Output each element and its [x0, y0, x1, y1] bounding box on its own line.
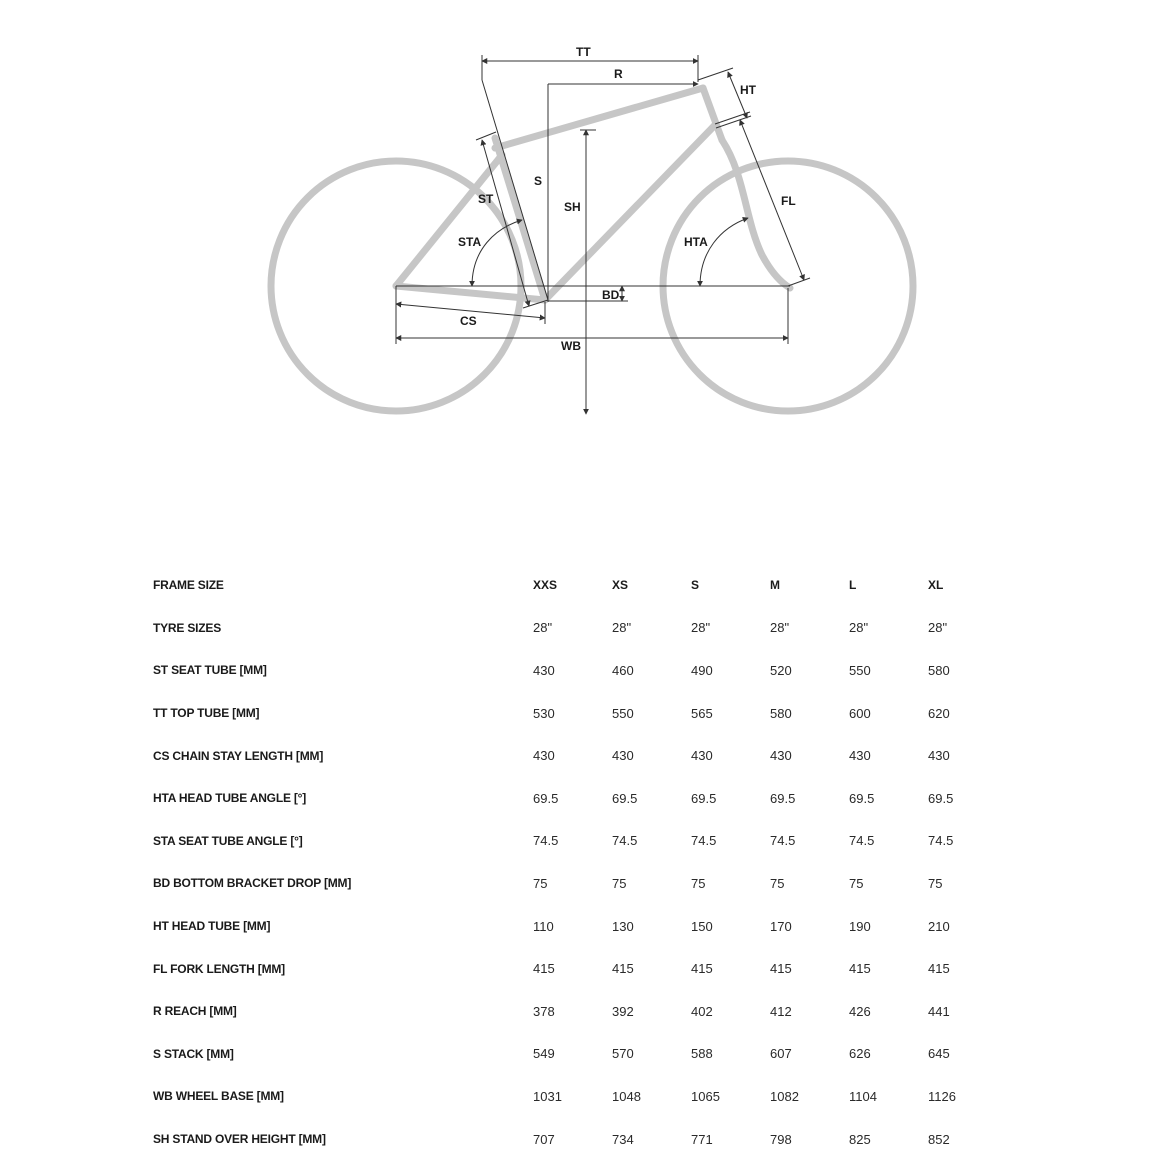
- table-row: [153, 862, 1007, 905]
- row-value: 645: [928, 1046, 950, 1062]
- row-value: 1104: [849, 1088, 877, 1104]
- row-value: 74.5: [928, 833, 954, 849]
- row-value: 190: [849, 918, 871, 934]
- row-value: 415: [849, 961, 871, 977]
- ht-label: HT: [740, 83, 756, 97]
- sh-label: SH: [564, 200, 581, 214]
- size-header: XXS: [533, 578, 558, 593]
- row-value: 852: [928, 1131, 950, 1147]
- row-value: 28": [612, 620, 632, 636]
- row-value: 771: [691, 1131, 713, 1147]
- row-value: 430: [533, 662, 555, 678]
- row-value: 28": [770, 620, 790, 636]
- row-value: 430: [612, 748, 634, 764]
- table-row: [153, 692, 1007, 735]
- row-label: TT TOP TUBE [MM]: [153, 706, 260, 721]
- row-value: 520: [770, 662, 792, 678]
- hta-angle-arc: [700, 218, 748, 286]
- table-body: [153, 607, 1007, 1160]
- table-row: [153, 607, 1007, 650]
- row-value: 415: [533, 961, 555, 977]
- s-label: S: [534, 174, 543, 188]
- row-value: 110: [533, 918, 554, 934]
- table-row: [153, 649, 1007, 692]
- row-value: 580: [770, 705, 792, 721]
- row-value: 549: [533, 1046, 555, 1062]
- row-value: 798: [770, 1131, 792, 1147]
- row-value: 28": [533, 620, 553, 636]
- row-value: 75: [691, 875, 706, 891]
- row-value: 430: [770, 748, 792, 764]
- row-value: 415: [612, 961, 634, 977]
- row-value: 415: [691, 961, 713, 977]
- row-value: 75: [770, 875, 785, 891]
- row-value: 69.5: [928, 790, 954, 806]
- row-label: BD BOTTOM BRACKET DROP [MM]: [153, 876, 352, 891]
- row-value: 392: [612, 1003, 634, 1019]
- row-value: 378: [533, 1003, 555, 1019]
- row-value: 69.5: [849, 790, 875, 806]
- table-row: [153, 734, 1007, 777]
- row-value: 415: [770, 961, 792, 977]
- row-value: 734: [612, 1131, 634, 1147]
- row-value: 530: [533, 705, 555, 721]
- sta-label: STA: [458, 235, 482, 249]
- row-value: 130: [612, 918, 634, 934]
- wb-label: WB: [561, 339, 581, 353]
- row-value: 550: [612, 705, 634, 721]
- row-label: SH STAND OVER HEIGHT [MM]: [153, 1132, 326, 1147]
- hta-label: HTA: [684, 235, 708, 249]
- row-value: 460: [612, 662, 634, 678]
- row-value: 150: [691, 918, 713, 934]
- row-value: 600: [849, 705, 871, 721]
- row-value: 1031: [533, 1088, 562, 1104]
- row-value: 620: [928, 705, 950, 721]
- row-value: 607: [770, 1046, 792, 1062]
- bike-frame: [396, 88, 790, 300]
- table-row: [153, 1075, 1007, 1118]
- table-row: [153, 1033, 1007, 1076]
- r-label: R: [614, 67, 623, 81]
- row-value: 570: [612, 1046, 634, 1062]
- st-label: ST: [478, 192, 494, 206]
- row-value: 69.5: [533, 790, 559, 806]
- frame-size-header: FRAME SIZE: [153, 578, 224, 593]
- geometry-table: [153, 564, 1007, 1160]
- row-value: 74.5: [612, 833, 638, 849]
- table-row: [153, 777, 1007, 820]
- table-row: [153, 820, 1007, 863]
- row-value: 75: [849, 875, 864, 891]
- row-value: 430: [533, 748, 555, 764]
- table-row: [153, 990, 1007, 1033]
- size-header: XS: [612, 578, 629, 593]
- row-value: 490: [691, 662, 713, 678]
- row-value: 1048: [612, 1088, 641, 1104]
- row-label: ST SEAT TUBE [MM]: [153, 663, 267, 678]
- row-label: TYRE SIZES: [153, 620, 222, 635]
- row-label: WB WHEEL BASE [MM]: [153, 1089, 284, 1104]
- table-row: [153, 905, 1007, 948]
- bike-geometry-diagram: [0, 0, 1157, 440]
- row-value: 441: [928, 1003, 950, 1019]
- table-row: [153, 947, 1007, 990]
- size-header: S: [691, 578, 700, 593]
- row-value: 580: [928, 662, 950, 678]
- row-value: 69.5: [691, 790, 717, 806]
- row-value: 210: [928, 918, 950, 934]
- row-value: 28": [928, 620, 948, 636]
- row-value: 74.5: [533, 833, 559, 849]
- row-label: S STACK [MM]: [153, 1046, 234, 1061]
- row-value: 412: [770, 1003, 792, 1019]
- row-value: 430: [849, 748, 871, 764]
- row-value: 74.5: [770, 833, 796, 849]
- row-value: 74.5: [849, 833, 875, 849]
- row-value: 825: [849, 1131, 871, 1147]
- row-label: STA SEAT TUBE ANGLE [°]: [153, 833, 303, 848]
- row-value: 430: [928, 748, 950, 764]
- row-value: 28": [849, 620, 869, 636]
- row-value: 75: [928, 875, 943, 891]
- row-value: 69.5: [770, 790, 796, 806]
- row-value: 69.5: [612, 790, 638, 806]
- size-header: XL: [928, 578, 944, 593]
- table-header-row: [153, 564, 1007, 607]
- row-value: 170: [770, 918, 792, 934]
- tt-label: TT: [576, 45, 591, 59]
- cs-label: CS: [460, 314, 477, 328]
- row-value: 707: [533, 1131, 555, 1147]
- size-header: M: [770, 578, 780, 593]
- row-label: CS CHAIN STAY LENGTH [MM]: [153, 748, 324, 763]
- row-value: 1126: [928, 1088, 956, 1104]
- row-value: 430: [691, 748, 713, 764]
- row-value: 75: [612, 875, 627, 891]
- row-label: FL FORK LENGTH [MM]: [153, 961, 285, 976]
- row-value: 588: [691, 1046, 713, 1062]
- row-label: HTA HEAD TUBE ANGLE [°]: [153, 791, 307, 806]
- row-value: 626: [849, 1046, 871, 1062]
- row-value: 1065: [691, 1088, 720, 1104]
- size-header: L: [849, 578, 857, 593]
- row-value: 402: [691, 1003, 713, 1019]
- row-value: 75: [533, 875, 548, 891]
- row-label: HT HEAD TUBE [MM]: [153, 919, 271, 934]
- row-value: 1082: [770, 1088, 799, 1104]
- fl-label: FL: [781, 194, 796, 208]
- bd-label: BD: [602, 288, 620, 302]
- row-value: 426: [849, 1003, 871, 1019]
- row-value: 565: [691, 705, 713, 721]
- row-value: 28": [691, 620, 711, 636]
- row-value: 74.5: [691, 833, 717, 849]
- row-value: 550: [849, 662, 871, 678]
- row-value: 415: [928, 961, 950, 977]
- table-row: [153, 1118, 1007, 1160]
- row-label: R REACH [MM]: [153, 1004, 237, 1019]
